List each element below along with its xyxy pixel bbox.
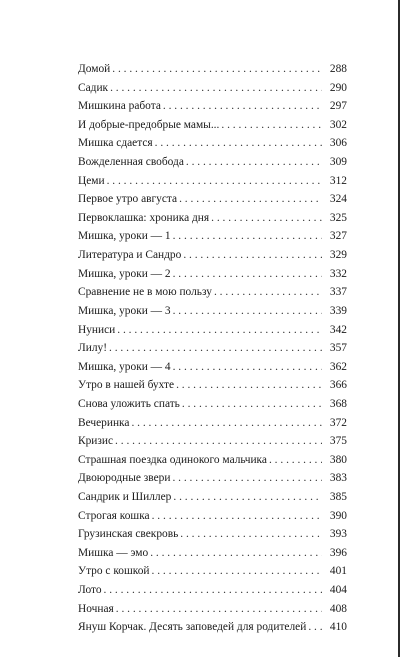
toc-entry-title: Первоклашка: хроника дня bbox=[78, 211, 210, 224]
dot-leader bbox=[308, 618, 322, 637]
dot-leader bbox=[183, 246, 322, 265]
toc-entry-title: Утро в нашей бухте bbox=[78, 379, 175, 392]
toc-entry-title: Мишка, уроки — 4 bbox=[78, 360, 171, 373]
toc-entry-title: Мишкина работа bbox=[78, 100, 161, 113]
dot-leader bbox=[104, 581, 322, 600]
dot-leader bbox=[173, 358, 322, 377]
toc-entry-title: Лилу! bbox=[78, 342, 107, 355]
toc-entry-title: Строгая кошка bbox=[78, 509, 150, 522]
toc-entry-page: 375 bbox=[329, 435, 347, 448]
toc-entry-title: Мишка — эмо bbox=[78, 546, 149, 559]
toc-entry-title: Первое утро августа bbox=[78, 193, 178, 206]
toc-entry bbox=[78, 79, 347, 98]
toc-entry-page: 309 bbox=[329, 156, 347, 169]
toc-entry bbox=[78, 376, 347, 395]
toc-entry bbox=[78, 153, 347, 172]
dot-leader bbox=[179, 190, 322, 209]
toc-entry-page: 288 bbox=[329, 63, 347, 75]
toc-entry-page: 362 bbox=[329, 360, 347, 373]
toc-entry-page: 368 bbox=[329, 397, 347, 410]
toc-entry-title: Двоюродные звери bbox=[78, 472, 171, 485]
toc-entry-title: Страшная поездка одинокого мальчика bbox=[78, 453, 267, 466]
toc-entry bbox=[78, 395, 347, 414]
dot-leader bbox=[163, 97, 322, 116]
dot-leader bbox=[107, 172, 322, 191]
toc-entry-page: 404 bbox=[329, 584, 347, 597]
toc-entry bbox=[78, 414, 347, 433]
toc-entry-page: 357 bbox=[329, 342, 347, 355]
toc-entry-title: Цеми bbox=[78, 174, 105, 187]
toc-entry-title: Януш Корчак. Десять заповедей для родителей bbox=[78, 621, 307, 634]
dot-leader bbox=[214, 283, 322, 302]
dot-leader bbox=[150, 544, 322, 563]
toc-entry bbox=[78, 618, 347, 637]
toc-entry-title: Грузинская свекровь bbox=[78, 528, 179, 541]
toc-entry-page: 324 bbox=[329, 193, 347, 206]
toc-entry-page: 306 bbox=[329, 137, 347, 150]
toc-entry-title: Вожделенная свобода bbox=[78, 156, 184, 169]
dot-leader bbox=[109, 339, 322, 358]
dot-leader bbox=[173, 488, 322, 507]
dot-leader bbox=[115, 432, 322, 451]
toc-entry-title: Вечеринка bbox=[78, 416, 130, 429]
toc-entry bbox=[78, 600, 347, 619]
dot-leader bbox=[173, 302, 322, 321]
toc-entry bbox=[78, 190, 347, 209]
toc-entry-title: Мишка, уроки — 2 bbox=[78, 267, 171, 280]
dot-leader bbox=[152, 507, 322, 526]
dot-leader bbox=[131, 414, 322, 433]
toc-entry-title: Лото bbox=[78, 584, 102, 597]
toc-entry-title: Мишка, уроки — 1 bbox=[78, 230, 171, 243]
dot-leader bbox=[186, 153, 322, 172]
dot-leader bbox=[173, 227, 322, 246]
toc-entry-title: Утро с кошкой bbox=[78, 565, 150, 578]
toc-entry bbox=[78, 358, 347, 377]
toc-entry-title: И добрые-предобрые мамы... bbox=[78, 118, 220, 131]
toc-entry bbox=[78, 246, 347, 265]
toc-entry-page: 380 bbox=[329, 453, 347, 466]
dot-leader bbox=[110, 79, 322, 98]
dot-leader bbox=[176, 376, 322, 395]
toc-entry bbox=[78, 469, 347, 488]
toc-entry-page: 408 bbox=[329, 602, 347, 615]
toc-entry bbox=[78, 525, 347, 544]
toc-entry-page: 390 bbox=[329, 509, 347, 522]
dot-leader bbox=[173, 265, 322, 284]
toc-entry-page: 396 bbox=[329, 546, 347, 559]
toc-entry-title: Снова уложить спать bbox=[78, 397, 180, 410]
dot-leader bbox=[152, 562, 323, 581]
dot-leader bbox=[221, 116, 322, 135]
dot-leader bbox=[172, 469, 322, 488]
toc-entry-page: 312 bbox=[329, 174, 347, 187]
toc-entry-title: Садик bbox=[78, 81, 109, 94]
toc-entry-page: 366 bbox=[329, 379, 347, 392]
dot-leader bbox=[182, 395, 322, 414]
toc-entry-page: 329 bbox=[329, 249, 347, 262]
toc-entry bbox=[78, 507, 347, 526]
dot-leader bbox=[117, 321, 322, 340]
toc-entry bbox=[78, 562, 347, 581]
toc-entry-page: 342 bbox=[329, 323, 347, 336]
table-of-contents bbox=[78, 60, 347, 637]
dot-leader bbox=[112, 60, 322, 79]
toc-entry bbox=[78, 544, 347, 563]
toc-entry bbox=[78, 134, 347, 153]
toc-entry bbox=[78, 321, 347, 340]
toc-entry bbox=[78, 209, 347, 228]
toc-entry-page: 327 bbox=[329, 230, 347, 243]
toc-entry bbox=[78, 60, 347, 79]
toc-entry bbox=[78, 302, 347, 321]
toc-entry-title: Сравнение не в мою пользу bbox=[78, 286, 212, 299]
dot-leader bbox=[116, 600, 322, 619]
toc-entry bbox=[78, 581, 347, 600]
toc-entry-page: 325 bbox=[329, 211, 347, 224]
toc-entry-title: Сандрик и Шиллер bbox=[78, 491, 172, 504]
toc-entry bbox=[78, 227, 347, 246]
toc-entry-page: 332 bbox=[329, 267, 347, 280]
toc-entry bbox=[78, 97, 347, 116]
toc-entry-page: 393 bbox=[329, 528, 347, 541]
toc-entry-title: Литература и Сандро bbox=[78, 249, 182, 262]
dot-leader bbox=[155, 134, 322, 153]
toc-entry bbox=[78, 172, 347, 191]
toc-entry-title: Ночная bbox=[78, 602, 114, 615]
toc-entry-title: Домой bbox=[78, 63, 111, 75]
toc-entry-page: 410 bbox=[329, 621, 347, 634]
toc-entry-title: Кризис bbox=[78, 435, 114, 448]
dot-leader bbox=[269, 451, 322, 470]
dot-leader bbox=[180, 525, 322, 544]
toc-entry bbox=[78, 339, 347, 358]
toc-entry bbox=[78, 488, 347, 507]
toc-entry-title: Нуниси bbox=[78, 323, 116, 336]
toc-entry-page: 297 bbox=[329, 100, 347, 113]
toc-entry bbox=[78, 265, 347, 284]
toc-entry-page: 401 bbox=[329, 565, 347, 578]
toc-entry bbox=[78, 116, 347, 135]
toc-entry-page: 339 bbox=[329, 304, 347, 317]
toc-entry-page: 302 bbox=[329, 118, 347, 131]
toc-entry bbox=[78, 451, 347, 470]
toc-entry bbox=[78, 432, 347, 451]
toc-entry-page: 337 bbox=[329, 286, 347, 299]
toc-entry-page: 372 bbox=[329, 416, 347, 429]
toc-entry-page: 383 bbox=[329, 472, 347, 485]
toc-entry-title: Мишка сдается bbox=[78, 137, 153, 150]
toc-entry-page: 290 bbox=[329, 81, 347, 94]
dot-leader bbox=[211, 209, 322, 228]
toc-entry-title: Мишка, уроки — 3 bbox=[78, 304, 171, 317]
toc-entry-page: 385 bbox=[329, 491, 347, 504]
toc-entry bbox=[78, 283, 347, 302]
